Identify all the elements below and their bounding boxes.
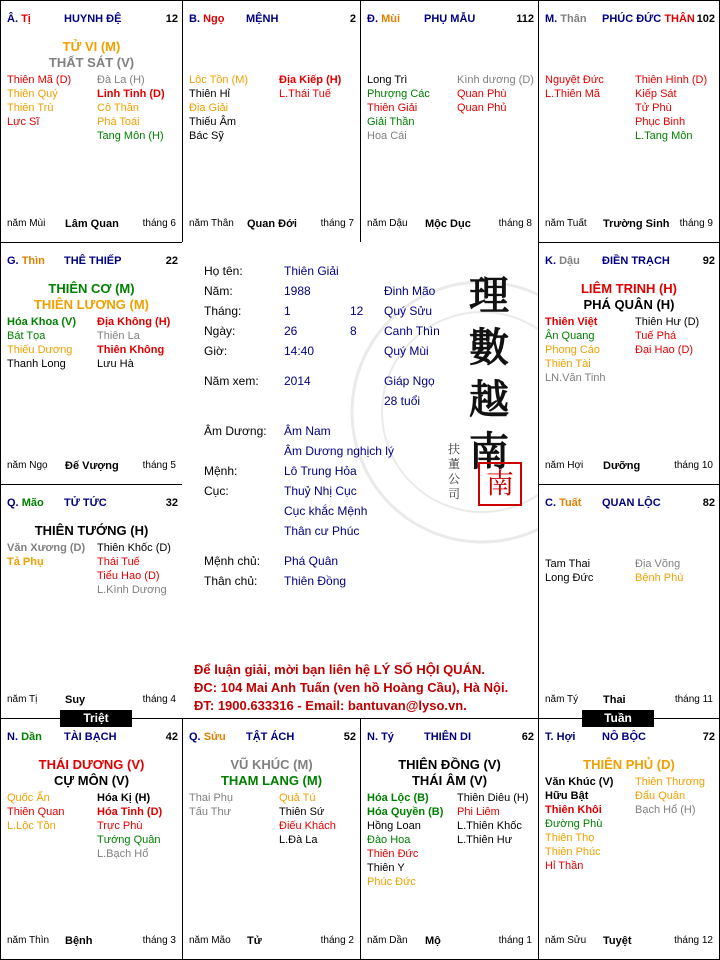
palace-cell — [0, 242, 183, 485]
palace-month: tháng 8 — [498, 218, 532, 229]
minor-star: L.Lộc Tồn — [7, 820, 56, 832]
calligraphy-title: 理 數 越 南 — [469, 272, 509, 475]
menh-value: Lô Trung Hỏa — [284, 464, 357, 478]
minor-star: Tiểu Hao (D) — [97, 570, 160, 582]
palace-life-stage: Mộc Dục — [425, 218, 471, 230]
minor-star: Hóa Quyền (B) — [367, 806, 444, 818]
palace-branch: Thìn — [21, 255, 45, 267]
minor-star: Thiếu Dương — [7, 344, 73, 356]
minor-star: Cô Thần — [97, 102, 139, 114]
palace-number: 22 — [165, 255, 178, 267]
than-chu-label: Thân chủ: — [204, 574, 258, 588]
major-stars — [361, 757, 538, 789]
minor-star: Văn Xương (D) — [7, 542, 86, 554]
palace-stem: K. Dậu — [545, 255, 580, 267]
menh-chu-value: Phá Quân — [284, 554, 339, 568]
palace-stem: Q. Mão — [7, 497, 44, 509]
minor-star: L.Tang Môn — [635, 130, 693, 142]
gio-can-chi: Quý Mùi — [384, 344, 429, 358]
palace-age-year: năm Dậu — [367, 218, 408, 229]
minor-star: Thiên Trù — [7, 102, 54, 114]
palace-stem: Â. Tị — [7, 13, 31, 25]
minor-star: Hóa Kị (H) — [97, 792, 151, 804]
major-star: THÁI DƯƠNG (V) — [38, 757, 145, 772]
palace-name: QUAN LỘC — [602, 497, 661, 509]
ngay-label: Ngày: — [204, 324, 236, 338]
minor-star: Đẩu Quân — [635, 790, 686, 802]
palace-footer — [189, 935, 354, 949]
minor-star: Địa Kiếp (H) — [279, 74, 342, 86]
minor-star: Tam Thai — [545, 558, 591, 570]
palace-header — [189, 13, 356, 29]
minor-star: Bạch Hổ (H) — [635, 804, 696, 816]
palace-name: TỬ TỨC — [64, 497, 107, 509]
major-star: THẤT SÁT (V) — [48, 55, 135, 70]
minor-star: Bệnh Phù — [635, 572, 684, 584]
palace-name: HUYNH ĐỆ — [64, 13, 122, 25]
minor-star: Tuế Phá — [635, 330, 677, 342]
minor-star: Thiên Sứ — [279, 806, 325, 818]
minor-star: Long Đức — [545, 572, 594, 584]
than-marker: THÂN — [664, 13, 695, 25]
palace-number: 42 — [165, 731, 178, 743]
palace-branch: Tý — [381, 731, 394, 743]
palace-name: TẬT ÁCH — [246, 731, 295, 743]
cuc-label: Cục: — [204, 484, 229, 498]
palace-header — [7, 13, 178, 29]
ngay-duong: 26 — [284, 324, 298, 338]
minor-star: Lộc Tồn (M) — [189, 74, 249, 86]
palace-cell — [0, 484, 183, 719]
calligraphy-small: 扶 董 公 司 — [448, 442, 461, 501]
thang-can-chi: Quý Sửu — [384, 304, 433, 318]
palace-life-stage: Dưỡng — [603, 460, 641, 472]
minor-star: Quốc Ấn — [7, 792, 50, 804]
palace-life-stage: Trường Sinh — [603, 218, 670, 230]
palace-header — [545, 497, 715, 513]
palace-stem: G. Thìn — [7, 255, 45, 267]
palace-header — [7, 255, 178, 271]
palace-header — [7, 497, 178, 513]
minor-star: L.Thái Tuế — [279, 88, 331, 100]
major-star: LIÊM TRINH (H) — [580, 281, 678, 296]
palace-cell — [182, 0, 361, 243]
major-stars — [539, 281, 719, 313]
minor-star: Tả Phụ — [7, 556, 44, 568]
palace-stem: Q. Sửu — [189, 731, 226, 743]
palace-age-year: năm Tý — [545, 694, 579, 705]
palace-number: 52 — [343, 731, 356, 743]
palace-branch: Thân — [560, 13, 587, 25]
palace-life-stage: Suy — [65, 694, 86, 706]
minor-star: LN.Văn Tinh — [545, 372, 606, 384]
palace-number: 32 — [165, 497, 178, 509]
palace-month: tháng 11 — [674, 694, 713, 705]
nam-can-chi: Đinh Mão — [384, 284, 436, 298]
palace-footer — [367, 935, 532, 949]
palace-name: THÊ THIẾP — [64, 255, 122, 267]
minor-star: Hữu Bật — [545, 790, 589, 802]
minor-star: Đào Hoa — [367, 834, 411, 846]
thang-duong: 1 — [284, 304, 291, 318]
palace-number: 12 — [165, 13, 178, 25]
minor-star: Phá Toái — [97, 116, 140, 128]
palace-life-stage: Tuyệt — [603, 935, 632, 947]
palace-month: tháng 6 — [142, 218, 176, 229]
red-seal-stamp: 南 — [478, 462, 522, 506]
palace-name: ĐIỀN TRẠCH — [602, 255, 670, 267]
minor-star: Tấu Thư — [189, 806, 232, 818]
minor-star: Bác Sỹ — [189, 130, 224, 142]
minor-star: Kiếp Sát — [635, 88, 677, 100]
minor-star: L.Thiên Hư — [457, 834, 513, 846]
palace-age-year: năm Sửu — [545, 935, 587, 946]
cuc-note: Cục khắc Mệnh — [284, 504, 368, 518]
palace-footer — [545, 460, 713, 474]
minor-star: Tướng Quân — [97, 834, 161, 846]
major-star: THIÊN CƠ (M) — [48, 281, 135, 296]
minor-star: Văn Khúc (V) — [545, 776, 614, 788]
palace-footer — [367, 218, 532, 232]
minor-star: Thái Tuế — [97, 556, 140, 568]
palace-life-stage: Thai — [603, 694, 626, 706]
palace-branch: Sửu — [203, 731, 226, 743]
major-stars — [1, 281, 182, 313]
palace-age-year: năm Tuất — [545, 218, 587, 229]
palace-header — [545, 13, 715, 29]
palace-branch: Ngọ — [203, 13, 225, 25]
palace-number: 82 — [702, 497, 715, 509]
major-star: VŨ KHÚC (M) — [230, 757, 313, 772]
palace-footer — [7, 218, 176, 232]
palace-cell — [538, 0, 720, 243]
palace-name: NÔ BỘC — [602, 731, 646, 743]
minor-star: Lực Sĩ — [7, 116, 40, 128]
minor-star: Giải Thần — [367, 116, 415, 128]
palace-age-year: năm Tị — [7, 694, 38, 705]
palace-month: tháng 10 — [674, 460, 713, 471]
palace-month: tháng 2 — [320, 935, 354, 946]
minor-star: Hóa Tinh (D) — [97, 806, 163, 818]
am-duong-label: Âm Dương: — [204, 424, 267, 438]
thang-label: Tháng: — [204, 304, 242, 318]
major-stars — [183, 757, 360, 789]
am-duong-value: Âm Nam — [284, 424, 331, 438]
major-star: THIÊN PHỦ (D) — [583, 757, 675, 772]
major-stars — [1, 757, 182, 789]
minor-star: Bát Tọa — [7, 330, 46, 342]
palace-branch: Dậu — [559, 255, 580, 267]
palace-name: PHÚC ĐỨC THÂN — [602, 13, 695, 25]
minor-star: Thiên Khôi — [545, 804, 602, 816]
palace-month: tháng 9 — [679, 218, 713, 229]
minor-star: Hóa Lộc (B) — [367, 792, 429, 804]
minor-star: Ân Quang — [545, 330, 595, 342]
palace-footer — [7, 460, 176, 474]
minor-star: Địa Không (H) — [97, 316, 171, 328]
palace-number: 2 — [349, 13, 356, 25]
minor-star: Thiên Việt — [545, 316, 598, 328]
palace-footer — [545, 218, 713, 232]
major-star: PHÁ QUÂN (H) — [583, 297, 675, 312]
minor-star: Thiên Mã (D) — [7, 74, 72, 86]
palace-cell — [0, 0, 183, 243]
nam-xem-value: 2014 — [284, 374, 311, 388]
minor-star: Thiên Không — [97, 344, 165, 356]
palace-cell — [182, 718, 361, 960]
palace-stem: N. Tý — [367, 731, 394, 743]
minor-star: Thiên Thọ — [545, 832, 595, 844]
palace-header — [189, 731, 356, 747]
cuc-value: Thuỷ Nhị Cục — [284, 484, 357, 498]
minor-star: Thiên Quan — [7, 806, 65, 818]
palace-name: PHỤ MẪU — [424, 13, 476, 25]
minor-star: Thiên Quý — [7, 88, 58, 100]
minor-star: Thiên Tài — [545, 358, 591, 370]
palace-age-year: năm Ngọ — [7, 460, 48, 471]
major-star: THÁI ÂM (V) — [411, 773, 488, 788]
palace-month: tháng 1 — [498, 935, 532, 946]
minor-star: Hồng Loan — [367, 820, 421, 832]
minor-star: Quả Tú — [279, 792, 316, 804]
minor-star: L.Thiên Mã — [545, 88, 601, 100]
minor-star: Thai Phụ — [189, 792, 234, 804]
am-duong-note: Âm Dương nghịch lý — [284, 444, 394, 458]
minor-star: Thiên Đức — [367, 848, 419, 860]
minor-star: Hóa Khoa (V) — [7, 316, 77, 328]
palace-cell — [0, 718, 183, 960]
minor-star: Thiên Hình (D) — [635, 74, 708, 86]
minor-star: Thiên Thương — [635, 776, 706, 788]
palace-branch: Dần — [21, 731, 42, 743]
palace-branch: Mùi — [381, 13, 401, 25]
palace-stem: B. Ngọ — [189, 13, 225, 25]
minor-star: Đà La (H) — [97, 74, 145, 86]
palace-life-stage: Mộ — [425, 935, 441, 947]
palace-footer — [545, 935, 713, 949]
contact-line-1: Để luận giải, mời bạn liên hệ LÝ SỐ HỘI QUÁN. — [194, 662, 485, 677]
palace-age-year: năm Thìn — [7, 935, 50, 946]
minor-star: Phục Binh — [635, 116, 686, 128]
minor-star: Đại Hao (D) — [635, 344, 694, 356]
major-star: THAM LANG (M) — [220, 773, 323, 788]
minor-star: Thiên Hỉ — [189, 88, 230, 100]
nam-label: Năm: — [204, 284, 233, 298]
palace-cell — [538, 718, 720, 960]
minor-star: Long Trì — [367, 74, 408, 86]
palace-age-year: năm Mùi — [7, 218, 46, 229]
nam-value: 1988 — [284, 284, 311, 298]
nam-xem-can-chi: Giáp Ngọ — [384, 374, 435, 388]
major-star: THIÊN ĐỒNG (V) — [398, 757, 501, 772]
palace-life-stage: Đế Vượng — [65, 460, 119, 472]
palace-stem: M. Thân — [545, 13, 587, 25]
palace-cell — [538, 484, 720, 719]
palace-life-stage: Lâm Quan — [65, 218, 119, 230]
palace-number: 62 — [521, 731, 534, 743]
minor-star: Thiên Phúc — [545, 846, 601, 858]
menh-label: Mệnh: — [204, 464, 238, 478]
palace-month: tháng 3 — [142, 935, 176, 946]
palace-number: 92 — [702, 255, 715, 267]
tuoi-value: 28 tuổi — [384, 394, 421, 408]
palace-month: tháng 5 — [142, 460, 176, 471]
palace-footer — [189, 218, 354, 232]
minor-star: Thiên Y — [367, 862, 405, 874]
minor-star: Thiên Diêu (H) — [457, 792, 529, 804]
palace-stem: C. Tuất — [545, 497, 582, 509]
than-chu-value: Thiên Đồng — [284, 574, 347, 588]
palace-branch: Mão — [21, 497, 44, 509]
palace-branch: Hợi — [556, 731, 576, 743]
palace-stem: N. Dần — [7, 731, 42, 743]
minor-star: L.Thiên Khốc — [457, 820, 522, 832]
minor-star: Phong Cáo — [545, 344, 601, 356]
palace-name: THIÊN DI — [424, 731, 472, 743]
minor-star: Đường Phù — [545, 818, 603, 830]
triet-tag: Triệt — [60, 710, 132, 727]
palace-age-year: năm Mão — [189, 935, 231, 946]
palace-age-year: năm Thân — [189, 218, 234, 229]
minor-star: Thiên Hư (D) — [635, 316, 700, 328]
palace-number: 112 — [516, 13, 534, 25]
palace-life-stage: Bệnh — [65, 935, 93, 947]
tuan-tag: Tuần — [582, 710, 654, 727]
minor-star: Phi Liêm — [457, 806, 500, 818]
minor-star: Thanh Long — [7, 358, 66, 370]
palace-header — [367, 731, 534, 747]
minor-star: Quan Phù — [457, 88, 507, 100]
minor-star: Phúc Đức — [367, 876, 416, 888]
minor-star: Địa Giải — [189, 102, 229, 114]
major-star: THIÊN LƯƠNG (M) — [33, 297, 150, 312]
palace-header — [7, 731, 178, 747]
palace-name: TÀI BẠCH — [64, 731, 117, 743]
minor-star: Tang Môn (H) — [97, 130, 164, 142]
minor-star: Kình dương (D) — [457, 74, 534, 86]
major-stars — [1, 39, 182, 71]
minor-star: Thiên Giải — [367, 102, 418, 114]
center-info-panel — [182, 242, 538, 718]
minor-star: Thiên La — [97, 330, 140, 342]
contact-line-2: ĐC: 104 Mai Anh Tuấn (ven hồ Hoàng Cầu), Hà Nội. — [194, 680, 509, 695]
ngay-can-chi: Canh Thìn — [384, 324, 440, 338]
minor-star: Trực Phù — [97, 820, 143, 832]
gio-label: Giờ: — [204, 344, 228, 358]
ho-ten-value: Thiên Giải — [284, 264, 339, 278]
major-star: THIÊN TƯỚNG (H) — [34, 523, 149, 538]
palace-month: tháng 7 — [320, 218, 354, 229]
palace-month: tháng 4 — [142, 694, 176, 705]
than-cu-note: Thân cư Phúc — [284, 524, 360, 538]
nam-xem-label: Năm xem: — [204, 374, 259, 388]
minor-star: Nguyệt Đức — [545, 74, 604, 86]
palace-header — [545, 731, 715, 747]
thang-am: 12 — [350, 304, 364, 318]
gio-value: 14:40 — [284, 344, 315, 358]
minor-star: L.Bạch Hổ — [97, 848, 149, 860]
minor-star: Điếu Khách — [279, 820, 336, 832]
palace-age-year: năm Dần — [367, 935, 408, 946]
palace-stem: T. Hợi — [545, 731, 576, 743]
minor-star: L.Kình Dương — [97, 584, 167, 596]
major-star: CỰ MÔN (V) — [53, 773, 130, 788]
contact-line-3: ĐT: 1900.633316 - Email: bantuvan@lyso.vn. — [194, 698, 467, 713]
minor-star: Địa Võng — [635, 558, 681, 570]
minor-star: Hỉ Thần — [545, 860, 584, 872]
palace-age-year: năm Hợi — [545, 460, 584, 471]
major-stars — [539, 757, 719, 773]
minor-star: Linh Tinh (D) — [97, 88, 165, 100]
palace-footer — [7, 694, 176, 708]
palace-stem: Đ. Mùi — [367, 13, 401, 25]
minor-star: Lưu Hà — [97, 358, 134, 370]
palace-life-stage: Tử — [247, 935, 262, 947]
minor-star: Thiên Khốc (D) — [97, 542, 171, 554]
minor-star: Tử Phù — [635, 102, 672, 114]
minor-star: Thiếu Âm — [189, 116, 237, 128]
palace-branch: Tuất — [559, 497, 582, 509]
palace-month: tháng 12 — [674, 935, 713, 946]
palace-branch: Tị — [21, 13, 31, 25]
palace-header — [367, 13, 534, 29]
minor-star: Quan Phủ — [457, 102, 507, 114]
palace-name: MỆNH — [246, 13, 279, 25]
palace-number: 72 — [702, 731, 715, 743]
palace-footer — [7, 935, 176, 949]
ngay-am: 8 — [350, 324, 357, 338]
palace-life-stage: Quan Đới — [247, 218, 297, 230]
major-star: TỬ VI (M) — [62, 39, 121, 54]
minor-star: Phượng Các — [367, 88, 430, 100]
palace-cell — [360, 718, 539, 960]
palace-footer — [545, 694, 713, 708]
ho-ten-label: Họ tên: — [204, 264, 243, 278]
palace-header — [545, 255, 715, 271]
major-stars — [1, 523, 182, 539]
minor-star: Hoa Cái — [367, 130, 407, 142]
palace-cell — [360, 0, 539, 243]
minor-star: L.Đà La — [279, 834, 318, 846]
palace-cell — [538, 242, 720, 485]
menh-chu-label: Mệnh chủ: — [204, 554, 261, 568]
palace-number: 102 — [696, 13, 715, 25]
